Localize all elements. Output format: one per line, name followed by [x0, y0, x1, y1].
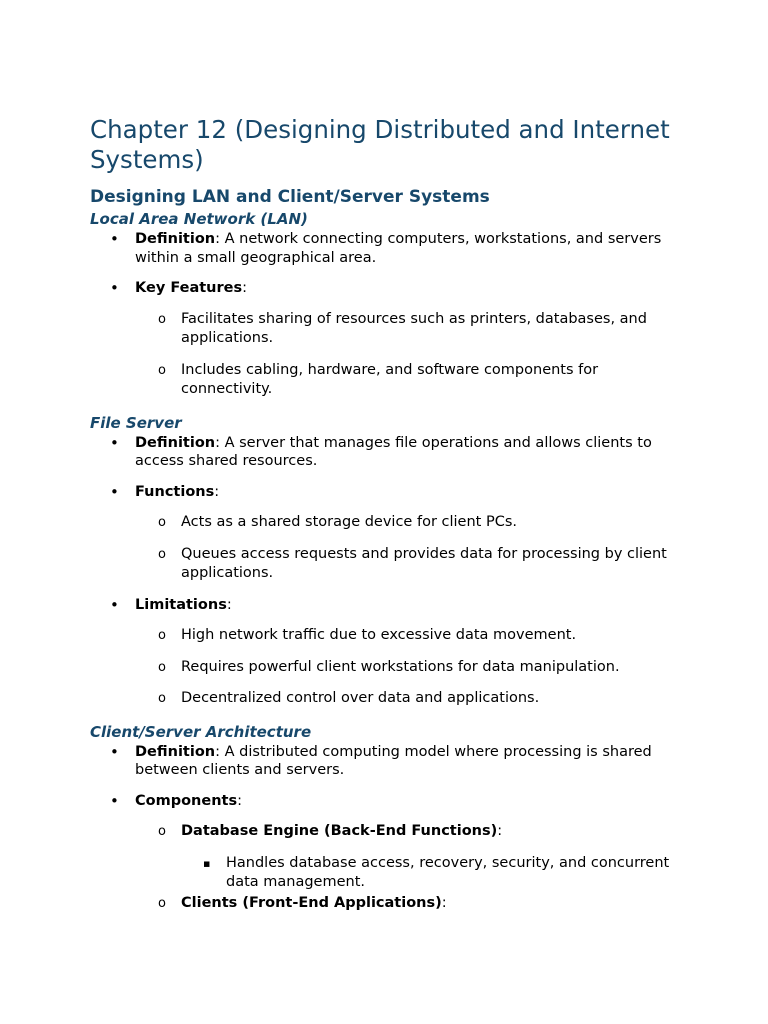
clients-item [135, 894, 690, 914]
lan-features-list [135, 310, 690, 400]
lan-list [90, 230, 690, 400]
document-body [90, 115, 690, 913]
file-server-limitation-item: o Decentralized control over data and applications. [135, 689, 690, 709]
lan-definition-term: Definition [135, 231, 216, 247]
lan-definition-item [90, 230, 690, 267]
lan-heading: Local Area Network (LAN) [90, 210, 308, 228]
file-server-limitations-list [135, 626, 690, 709]
lan-features-item [90, 279, 690, 400]
client-server-components-list [135, 822, 690, 913]
chapter-title: Chapter 12 (Designing Distributed and Internet Systems) [90, 115, 670, 174]
database-engine-detail-item: ▪ Handles database access, recovery, security, and concurrent data management. [181, 854, 690, 892]
client-server-components-colon: : [237, 792, 242, 809]
database-engine-colon: : [497, 823, 503, 839]
client-server-definition-item [90, 743, 690, 780]
file-server-limitations-colon: : [226, 596, 232, 613]
lan-features-colon: : [242, 280, 248, 296]
file-server-function-item: o Acts as a shared storage device for client PCs. [135, 513, 690, 533]
file-server-limitations-term: Limitations [135, 596, 227, 613]
client-server-components-term: Components [135, 792, 238, 809]
file-server-functions-colon: : [214, 483, 220, 500]
file-server-limitations-item [90, 596, 690, 709]
file-server-heading: File Server [90, 413, 182, 432]
lan-feature-item: o Facilitates sharing of resources such as printers, databases, and applications. [135, 310, 690, 349]
lan-feature-item: o Includes cabling, hardware, and software components for connectivity. [135, 361, 690, 400]
file-server-limitation-item: o High network traffic due to excessive data movement. [135, 626, 690, 646]
clients-colon: : [441, 894, 447, 911]
file-server-list [90, 434, 690, 709]
client-server-heading: Client/Server Architecture [90, 722, 312, 741]
database-engine-item [135, 822, 690, 892]
file-server-limitation-item: o Requires powerful client workstations for data manipulation. [135, 658, 690, 678]
database-engine-term: Database Engine (Back-End Functions) [181, 823, 498, 839]
file-server-definition-text: : A server that manages file operations and allows clients to access shared resources. [135, 434, 652, 469]
client-server-list [90, 743, 690, 914]
section-heading: Designing LAN and Client/Server Systems [90, 187, 490, 207]
database-engine-list [181, 854, 690, 892]
client-server-definition-text: : A distributed computing model where processing is shared between clients and servers. [135, 743, 652, 778]
file-server-functions-list [135, 513, 690, 584]
lan-definition-text: : A network connecting computers, workstations, and servers within a small geographical area. [135, 231, 662, 266]
file-server-definition-term: Definition [135, 434, 216, 451]
file-server-functions-item [90, 483, 690, 584]
lan-features-term: Key Features [135, 280, 243, 296]
clients-term: Clients (Front-End Applications) [181, 894, 442, 911]
file-server-functions-term: Functions [135, 483, 215, 500]
client-server-components-item [90, 792, 690, 914]
file-server-definition-item [90, 434, 690, 471]
file-server-function-item: o Queues access requests and provides data for processing by client applications. [135, 545, 690, 584]
client-server-definition-term: Definition [135, 743, 216, 760]
